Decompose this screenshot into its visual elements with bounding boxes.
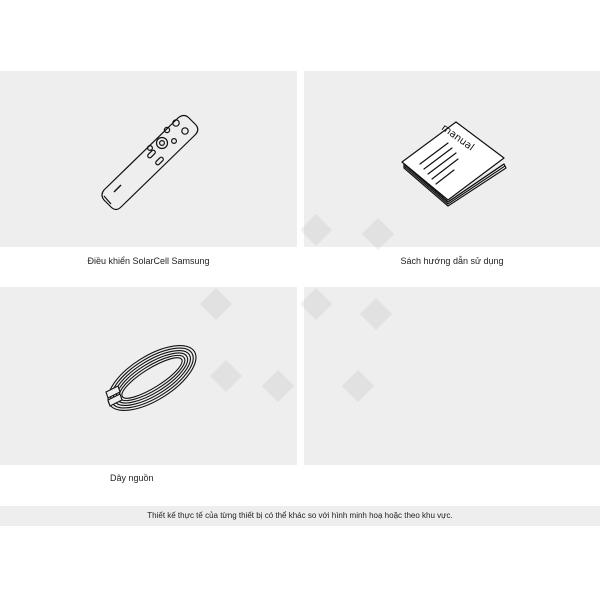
power-cord-icon <box>98 330 206 426</box>
solarcell-remote-icon <box>100 112 200 212</box>
watermark-logo <box>356 292 396 332</box>
watermark-logo <box>258 364 298 404</box>
manual-cover-text: manual <box>439 122 476 154</box>
watermark-logo <box>296 282 336 322</box>
caption-remote: Điều khiển SolarCell Samsung <box>87 256 210 266</box>
watermark-logo <box>296 208 336 248</box>
manual-book-icon <box>396 118 508 210</box>
watermark-logo <box>358 212 398 252</box>
watermark-logo <box>338 364 378 404</box>
caption-power-cord: Dây nguồn <box>110 473 154 483</box>
watermark-logo <box>196 282 236 322</box>
caption-manual: Sách hướng dẫn sử dụng <box>400 256 504 266</box>
watermark-logo <box>206 354 246 394</box>
footer-disclaimer: Thiết kế thực tế của từng thiết bị có thể khác so với hình minh hoạ hoặc theo khu vực. <box>147 511 453 520</box>
